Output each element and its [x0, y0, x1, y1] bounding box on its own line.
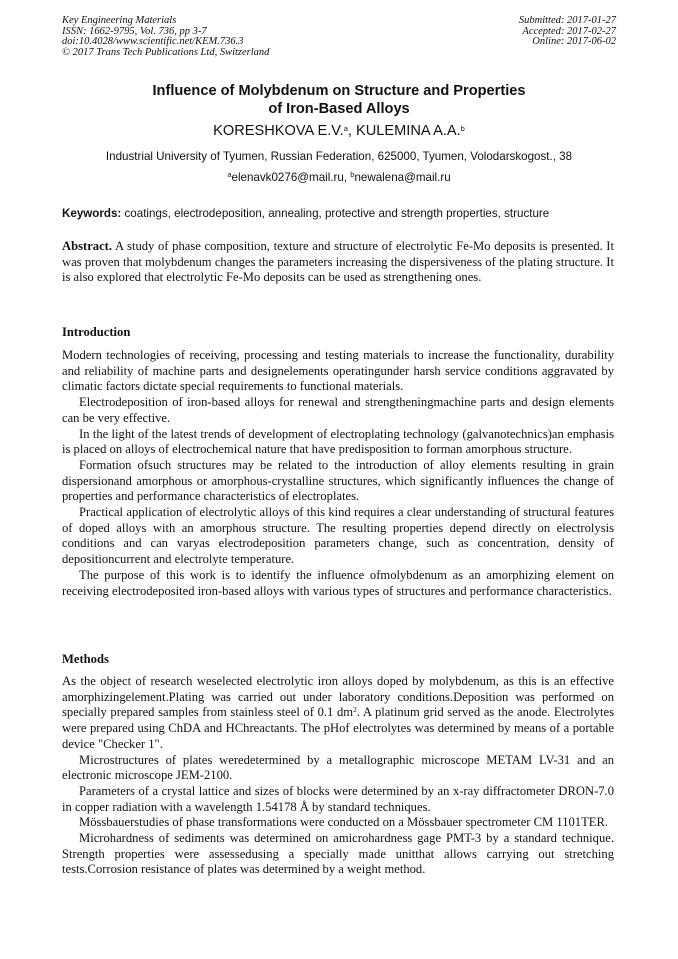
author-2-mark: b [460, 124, 465, 133]
methods-p1-part1: As the object of research weselected electrolytic iron alloys doped by molybdenum, as this is an effective amorphizingelement.Plating was carried out under laboratory conditions.Deposition was performed on specially prepared samples from stainless steel of 0.1 dm [62, 674, 614, 720]
abstract-text: A study of phase composition, texture and structure of electrolytic Fe-Mo deposits is presented. It was proven that molybdenum changes the parameters increasing the dispersiveness of the plating structure. It is also explored that electrolytic Fe-Mo deposits can be used as strengthening ones. [62, 239, 614, 285]
keywords-label: Keywords: [62, 207, 122, 220]
issn-line: ISSN: 1662-9795, Vol. 736, pp 3-7 [62, 25, 207, 37]
title-line-2: of Iron-Based Alloys [268, 101, 410, 117]
author-emails [62, 171, 616, 185]
email-2-mark: b [350, 170, 355, 179]
journal-name: Key Engineering Materials [62, 15, 177, 26]
paragraph: Microstructures of plates weredetermined by a metallographic microscope METAM LV-31 and an electronic microscope JEM-2100. [62, 752, 614, 783]
author-1-mark: a [343, 124, 348, 133]
paragraph [62, 674, 614, 753]
keywords-text: coatings, electrodeposition, annealing, protective and strength properties, structure [121, 207, 550, 220]
paragraph: Mössbauerstudies of phase transformations were conducted on a Mössbauer spectrometer CM 1101TER. [79, 815, 609, 830]
paragraph: Practical application of electrolytic alloys of this kind requires a clear understanding of structural features of doped alloys with an amorphous structure. The resulting properties depend directly on electrolysis conditions and can varyas electrodeposition parameters change, such as concentration, density of depositioncurrent and electrolyte temperature. [62, 505, 614, 567]
affiliation: Industrial University of Tyumen, Russian Federation, 625000, Tyumen, Volodarskogost., 38 [105, 150, 573, 163]
methods-section [62, 674, 614, 878]
doi-line: doi:10.4028/www.scientific.net/KEM.736.3 [62, 36, 244, 48]
journal-info [62, 16, 269, 58]
methods-p1-superscript: 2 [353, 705, 357, 715]
abstract-label: Abstract. [62, 239, 113, 253]
methods-heading: Methods [62, 652, 109, 666]
author-separator: , [347, 123, 357, 139]
paragraph: In the light of the latest trends of development of electroplating technology (galvanotechnics)an emphasis is placed on alloys of electrochemical nature that have predisposition to forman amorphous structure. [62, 426, 614, 457]
paragraph: The purpose of this work is to identify the influence ofmolybdenum as an amorphizing element on receiving electrodeposited iron-based alloys with various types of structures and performance characteristics. [62, 567, 614, 598]
introduction-heading: Introduction [62, 325, 131, 339]
paragraph: Parameters of a crystal lattice and sizes of blocks were determined by an x-ray diffractometer DRON-7.0 in copper radiation with a wavelength 1.54178 Å by standard techniques. [62, 783, 614, 814]
author-2: KULEMINA A.A. [356, 123, 461, 139]
online-date: Online: 2017-06-02 [532, 36, 616, 48]
paper-title [62, 82, 616, 118]
methods-p1-part2: . A platinum grid served as the anode. Electrolytes were prepared using ChDA and HChreactants. The pHof electrolytes was determined by means of a portable device "Checker 1". [62, 705, 614, 751]
authors [62, 122, 616, 140]
email-1-mark: a [227, 170, 232, 179]
accepted-date: Accepted: 2017-02-27 [522, 25, 616, 37]
title-line-1: Influence of Molybdenum on Structure and Properties [152, 83, 526, 99]
keywords [62, 207, 622, 221]
abstract [62, 239, 614, 286]
copyright-line: © 2017 Trans Tech Publications Ltd, Switzerland [62, 46, 270, 58]
introduction-section [62, 348, 614, 599]
submitted-date: Submitted: 2017-01-27 [518, 15, 616, 26]
paragraph: Microhardness of sediments was determined on amicrohardness gage PMT-3 by a standard technique. Strength properties were assessedusing a specially made unitthat allows carrying out stretching tests.Corrosion resistance of plates was determined by a weight method. [62, 831, 614, 877]
paragraph: Formation ofsuch structures may be related to the introduction of alloy elements resulting in grain dispersionand amorphous or amorphous-crystalline structures, which significantly influences the change of properties and performance characteristics of electroplates. [62, 457, 614, 504]
paragraph: Electrodeposition of iron-based alloys for renewal and strengtheningmachine parts and design elements can be very effective. [62, 395, 614, 425]
email-2: newalena@mail.ru [354, 171, 451, 184]
paragraph: Modern technologies of receiving, processing and testing materials to increase the functionality, durability and reliability of machine parts and designelements operatingunder harsh service conditions aggravated by climatic factors dictate special requirements to functional materials. [62, 348, 614, 394]
email-1: elenavk0276@mail.ru, [231, 171, 351, 184]
dates-info [519, 16, 616, 48]
author-1: KORESHKOVA E.V. [213, 123, 344, 139]
